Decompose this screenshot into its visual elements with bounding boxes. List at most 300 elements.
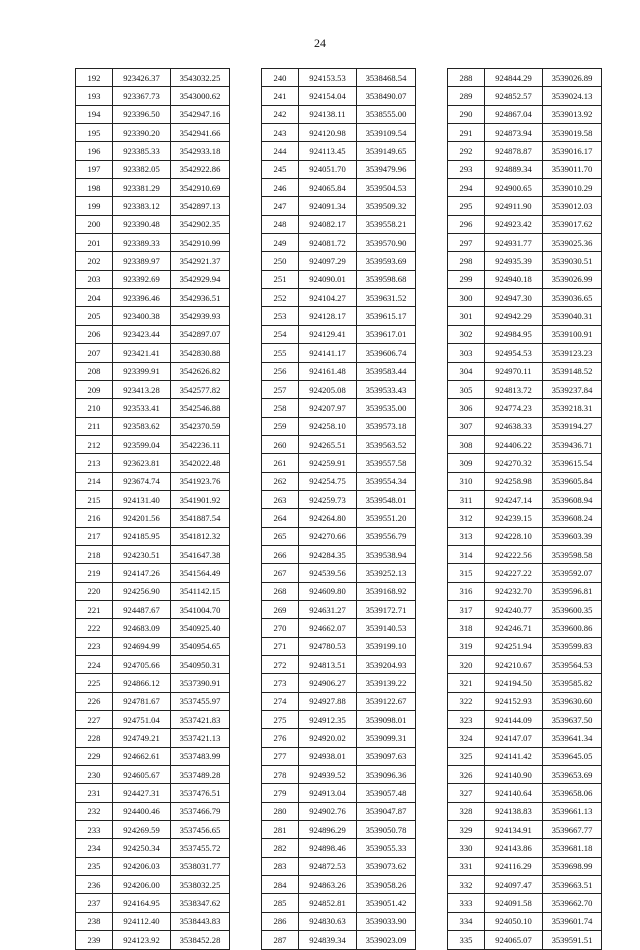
table-row [76,490,230,508]
point-number-cell: 289 [448,87,485,105]
y-coordinate-cell: 3539592.07 [543,564,602,582]
x-coordinate-cell: 924097.29 [299,252,357,270]
x-coordinate-cell: 924751.04 [113,711,171,729]
table-row [262,784,416,802]
x-coordinate-cell: 923421.41 [113,344,171,362]
x-coordinate-cell: 924866.12 [113,674,171,692]
y-coordinate-cell: 3539012.03 [543,197,602,215]
point-number-cell: 297 [448,234,485,252]
x-coordinate-cell: 924683.09 [113,619,171,637]
y-coordinate-cell: 3541647.38 [171,545,230,563]
x-coordinate-cell: 923426.37 [113,69,171,87]
x-coordinate-cell: 923383.12 [113,197,171,215]
point-number-cell: 235 [76,857,113,875]
x-coordinate-cell: 924065.84 [299,179,357,197]
x-coordinate-cell: 924251.94 [485,637,543,655]
x-coordinate-cell: 923533.41 [113,399,171,417]
point-number-cell: 214 [76,472,113,490]
point-number-cell: 266 [262,545,299,563]
table-row [262,252,416,270]
table-row [448,490,602,508]
y-coordinate-cell: 3539252.13 [357,564,416,582]
y-coordinate-cell: 3539637.50 [543,711,602,729]
y-coordinate-cell: 3542929.94 [171,270,230,288]
point-number-cell: 326 [448,766,485,784]
table-row [448,124,602,142]
y-coordinate-cell: 3541901.92 [171,490,230,508]
y-coordinate-cell: 3539598.58 [543,545,602,563]
table-row [262,124,416,142]
point-number-cell: 328 [448,802,485,820]
x-coordinate-cell: 924902.76 [299,802,357,820]
x-coordinate-cell: 924259.91 [299,454,357,472]
table-row [448,821,602,839]
y-coordinate-cell: 3542947.16 [171,105,230,123]
table-row [262,289,416,307]
point-number-cell: 251 [262,270,299,288]
x-coordinate-cell: 924112.40 [113,912,171,930]
y-coordinate-cell: 3539172.71 [357,600,416,618]
x-coordinate-cell: 924927.88 [299,692,357,710]
x-coordinate-cell: 923385.33 [113,142,171,160]
coordinate-table-2 [261,68,416,950]
x-coordinate-cell: 923382.05 [113,160,171,178]
y-coordinate-cell: 3537421.83 [171,711,230,729]
table-row [76,784,230,802]
x-coordinate-cell: 924153.53 [299,69,357,87]
table-row [448,692,602,710]
table-row [76,600,230,618]
x-coordinate-cell: 924839.34 [299,931,357,949]
table-row [448,509,602,527]
table-row [76,289,230,307]
y-coordinate-cell: 3539040.31 [543,307,602,325]
point-number-cell: 296 [448,215,485,233]
y-coordinate-cell: 3539557.58 [357,454,416,472]
y-coordinate-cell: 3539098.01 [357,711,416,729]
y-coordinate-cell: 3539653.69 [543,766,602,784]
x-coordinate-cell: 924154.04 [299,87,357,105]
point-number-cell: 307 [448,417,485,435]
x-coordinate-cell: 924780.53 [299,637,357,655]
table-row [262,857,416,875]
point-number-cell: 253 [262,307,299,325]
x-coordinate-cell: 924140.64 [485,784,543,802]
y-coordinate-cell: 3542910.69 [171,179,230,197]
y-coordinate-cell: 3539631.52 [357,289,416,307]
point-number-cell: 318 [448,619,485,637]
y-coordinate-cell: 3539538.94 [357,545,416,563]
table-row [262,692,416,710]
point-number-cell: 227 [76,711,113,729]
y-coordinate-cell: 3539600.86 [543,619,602,637]
table-row [448,637,602,655]
y-coordinate-cell: 3537455.72 [171,839,230,857]
table-row [262,527,416,545]
point-number-cell: 333 [448,894,485,912]
table-row [76,711,230,729]
table-row [448,839,602,857]
table-row [262,619,416,637]
point-number-cell: 323 [448,711,485,729]
point-number-cell: 312 [448,509,485,527]
y-coordinate-cell: 3539606.74 [357,344,416,362]
table-row [448,674,602,692]
table-row [262,564,416,582]
point-number-cell: 201 [76,234,113,252]
table-row [448,160,602,178]
point-number-cell: 290 [448,105,485,123]
point-number-cell: 320 [448,656,485,674]
y-coordinate-cell: 3539698.99 [543,857,602,875]
point-number-cell: 246 [262,179,299,197]
table-row [448,362,602,380]
point-number-cell: 254 [262,325,299,343]
table-row [76,417,230,435]
y-coordinate-cell: 3542939.93 [171,307,230,325]
y-coordinate-cell: 3539641.34 [543,729,602,747]
x-coordinate-cell: 924164.95 [113,894,171,912]
y-coordinate-cell: 3538555.00 [357,105,416,123]
y-coordinate-cell: 3538032.25 [171,876,230,894]
point-number-cell: 303 [448,344,485,362]
table-row [262,380,416,398]
point-number-cell: 221 [76,600,113,618]
x-coordinate-cell: 924609.80 [299,582,357,600]
point-number-cell: 215 [76,490,113,508]
y-coordinate-cell: 3539097.63 [357,747,416,765]
x-coordinate-cell: 924194.50 [485,674,543,692]
point-number-cell: 236 [76,876,113,894]
y-coordinate-cell: 3538468.54 [357,69,416,87]
point-number-cell: 284 [262,876,299,894]
x-coordinate-cell: 924091.34 [299,197,357,215]
table-row [76,215,230,233]
point-number-cell: 248 [262,215,299,233]
y-coordinate-cell: 3540954.65 [171,637,230,655]
point-number-cell: 238 [76,912,113,930]
point-number-cell: 242 [262,105,299,123]
y-coordinate-cell: 3539139.22 [357,674,416,692]
y-coordinate-cell: 3537489.28 [171,766,230,784]
x-coordinate-cell: 924138.11 [299,105,357,123]
x-coordinate-cell: 924050.10 [485,912,543,930]
x-coordinate-cell: 924427.31 [113,784,171,802]
y-coordinate-cell: 3543000.62 [171,87,230,105]
y-coordinate-cell: 3539194.27 [543,417,602,435]
x-coordinate-cell: 924259.73 [299,490,357,508]
x-coordinate-cell: 923623.81 [113,454,171,472]
x-coordinate-cell: 924250.34 [113,839,171,857]
table-row [448,564,602,582]
x-coordinate-cell: 924912.35 [299,711,357,729]
x-coordinate-cell: 923367.73 [113,87,171,105]
y-coordinate-cell: 3541887.54 [171,509,230,527]
table-row [76,582,230,600]
point-number-cell: 304 [448,362,485,380]
x-coordinate-cell: 924662.07 [299,619,357,637]
table-row [262,344,416,362]
point-number-cell: 288 [448,69,485,87]
table-row [76,435,230,453]
point-number-cell: 222 [76,619,113,637]
point-number-cell: 331 [448,857,485,875]
y-coordinate-cell: 3539681.18 [543,839,602,857]
table-row [76,124,230,142]
y-coordinate-cell: 3539596.81 [543,582,602,600]
table-row [76,802,230,820]
y-coordinate-cell: 3539608.94 [543,490,602,508]
table-row [448,215,602,233]
x-coordinate-cell: 924631.27 [299,600,357,618]
point-number-cell: 319 [448,637,485,655]
table-row [448,234,602,252]
x-coordinate-cell: 924128.17 [299,307,357,325]
table-row [448,656,602,674]
point-number-cell: 305 [448,380,485,398]
x-coordinate-cell: 924246.71 [485,619,543,637]
point-number-cell: 294 [448,179,485,197]
y-coordinate-cell: 3539661.13 [543,802,602,820]
point-number-cell: 268 [262,582,299,600]
point-number-cell: 225 [76,674,113,692]
table-row [448,472,602,490]
x-coordinate-cell: 924129.41 [299,325,357,343]
y-coordinate-cell: 3542897.07 [171,325,230,343]
point-number-cell: 311 [448,490,485,508]
table-row [262,711,416,729]
point-number-cell: 280 [262,802,299,820]
table-row [76,527,230,545]
x-coordinate-cell: 924406.22 [485,435,543,453]
table-row [448,784,602,802]
y-coordinate-cell: 3541923.76 [171,472,230,490]
table-row [76,637,230,655]
x-coordinate-cell: 924185.95 [113,527,171,545]
y-coordinate-cell: 3540925.40 [171,619,230,637]
x-coordinate-cell: 924240.77 [485,600,543,618]
x-coordinate-cell: 923381.29 [113,179,171,197]
x-coordinate-cell: 924867.04 [485,105,543,123]
table-row [76,69,230,87]
table-row [448,270,602,288]
y-coordinate-cell: 3539630.60 [543,692,602,710]
x-coordinate-cell: 924694.99 [113,637,171,655]
x-coordinate-cell: 924942.29 [485,307,543,325]
point-number-cell: 197 [76,160,113,178]
y-coordinate-cell: 3539016.17 [543,142,602,160]
point-number-cell: 241 [262,87,299,105]
point-number-cell: 273 [262,674,299,692]
table-row [76,766,230,784]
table-row [262,747,416,765]
point-number-cell: 218 [76,545,113,563]
x-coordinate-cell: 924051.70 [299,160,357,178]
x-coordinate-cell: 924898.46 [299,839,357,857]
point-number-cell: 231 [76,784,113,802]
point-number-cell: 233 [76,821,113,839]
point-number-cell: 217 [76,527,113,545]
table-row [76,252,230,270]
table-row [76,931,230,949]
y-coordinate-cell: 3538490.07 [357,87,416,105]
point-number-cell: 211 [76,417,113,435]
point-number-cell: 325 [448,747,485,765]
x-coordinate-cell: 924081.72 [299,234,357,252]
y-coordinate-cell: 3539533.43 [357,380,416,398]
table-row [448,307,602,325]
x-coordinate-cell: 924662.61 [113,747,171,765]
point-number-cell: 316 [448,582,485,600]
x-coordinate-cell: 924134.91 [485,821,543,839]
y-coordinate-cell: 3539148.52 [543,362,602,380]
point-number-cell: 207 [76,344,113,362]
point-number-cell: 209 [76,380,113,398]
table-row [262,766,416,784]
table-row [448,747,602,765]
point-number-cell: 199 [76,197,113,215]
table-row [262,839,416,857]
table-row [262,509,416,527]
table-row [262,454,416,472]
x-coordinate-cell: 924889.34 [485,160,543,178]
y-coordinate-cell: 3541004.70 [171,600,230,618]
x-coordinate-cell: 924113.45 [299,142,357,160]
point-number-cell: 258 [262,399,299,417]
y-coordinate-cell: 3539548.01 [357,490,416,508]
y-coordinate-cell: 3539564.53 [543,656,602,674]
table-row [448,105,602,123]
table-row [262,729,416,747]
x-coordinate-cell: 924539.56 [299,564,357,582]
table-row [76,344,230,362]
table-row [76,912,230,930]
table-row [76,87,230,105]
y-coordinate-cell: 3539168.92 [357,582,416,600]
point-number-cell: 195 [76,124,113,142]
point-number-cell: 204 [76,289,113,307]
y-coordinate-cell: 3539024.13 [543,87,602,105]
x-coordinate-cell: 924931.77 [485,234,543,252]
x-coordinate-cell: 924813.51 [299,656,357,674]
x-coordinate-cell: 924878.87 [485,142,543,160]
x-coordinate-cell: 924774.23 [485,399,543,417]
y-coordinate-cell: 3539608.24 [543,509,602,527]
point-number-cell: 302 [448,325,485,343]
y-coordinate-cell: 3539026.89 [543,69,602,87]
y-coordinate-cell: 3542936.51 [171,289,230,307]
table-row [448,802,602,820]
y-coordinate-cell: 3539591.51 [543,931,602,949]
table-row [262,105,416,123]
x-coordinate-cell: 923390.48 [113,215,171,233]
point-number-cell: 286 [262,912,299,930]
y-coordinate-cell: 3542236.11 [171,435,230,453]
table-row [262,545,416,563]
x-coordinate-cell: 924082.17 [299,215,357,233]
point-number-cell: 317 [448,600,485,618]
table-row [76,142,230,160]
point-number-cell: 250 [262,252,299,270]
x-coordinate-cell: 924207.97 [299,399,357,417]
table-row [262,600,416,618]
y-coordinate-cell: 3542022.48 [171,454,230,472]
y-coordinate-cell: 3542546.88 [171,399,230,417]
point-number-cell: 208 [76,362,113,380]
x-coordinate-cell: 924813.72 [485,380,543,398]
point-number-cell: 261 [262,454,299,472]
x-coordinate-cell: 924935.39 [485,252,543,270]
x-coordinate-cell: 924230.51 [113,545,171,563]
x-coordinate-cell: 924906.27 [299,674,357,692]
x-coordinate-cell: 923390.20 [113,124,171,142]
table-row [76,179,230,197]
point-number-cell: 285 [262,894,299,912]
table-row [262,656,416,674]
table-row [262,87,416,105]
y-coordinate-cell: 3539436.71 [543,435,602,453]
x-coordinate-cell: 924116.29 [485,857,543,875]
y-coordinate-cell: 3537421.13 [171,729,230,747]
point-number-cell: 213 [76,454,113,472]
point-number-cell: 264 [262,509,299,527]
y-coordinate-cell: 3537476.51 [171,784,230,802]
y-coordinate-cell: 3539598.68 [357,270,416,288]
y-coordinate-cell: 3539026.99 [543,270,602,288]
x-coordinate-cell: 924090.01 [299,270,357,288]
point-number-cell: 257 [262,380,299,398]
x-coordinate-cell: 924131.40 [113,490,171,508]
y-coordinate-cell: 3538347.62 [171,894,230,912]
y-coordinate-cell: 3539509.32 [357,197,416,215]
table-row [76,692,230,710]
y-coordinate-cell: 3542902.35 [171,215,230,233]
y-coordinate-cell: 3539554.34 [357,472,416,490]
y-coordinate-cell: 3539100.91 [543,325,602,343]
x-coordinate-cell: 923396.46 [113,289,171,307]
point-number-cell: 205 [76,307,113,325]
y-coordinate-cell: 3538443.83 [171,912,230,930]
x-coordinate-cell: 924227.22 [485,564,543,582]
y-coordinate-cell: 3539563.52 [357,435,416,453]
point-number-cell: 291 [448,124,485,142]
table-row [448,252,602,270]
x-coordinate-cell: 924206.03 [113,857,171,875]
x-coordinate-cell: 924781.67 [113,692,171,710]
y-coordinate-cell: 3539199.10 [357,637,416,655]
x-coordinate-cell: 923396.50 [113,105,171,123]
y-coordinate-cell: 3539662.70 [543,894,602,912]
y-coordinate-cell: 3543032.25 [171,69,230,87]
table-row [76,472,230,490]
table-row [76,619,230,637]
point-number-cell: 276 [262,729,299,747]
point-number-cell: 287 [262,931,299,949]
y-coordinate-cell: 3539556.79 [357,527,416,545]
coordinate-table-3 [447,68,602,950]
table-row [448,711,602,729]
table-row [76,197,230,215]
y-coordinate-cell: 3539599.83 [543,637,602,655]
x-coordinate-cell: 924270.32 [485,454,543,472]
x-coordinate-cell: 924873.94 [485,124,543,142]
table-row [262,270,416,288]
x-coordinate-cell: 924138.83 [485,802,543,820]
x-coordinate-cell: 924938.01 [299,747,357,765]
table-row [76,270,230,288]
table-row [448,619,602,637]
point-number-cell: 281 [262,821,299,839]
